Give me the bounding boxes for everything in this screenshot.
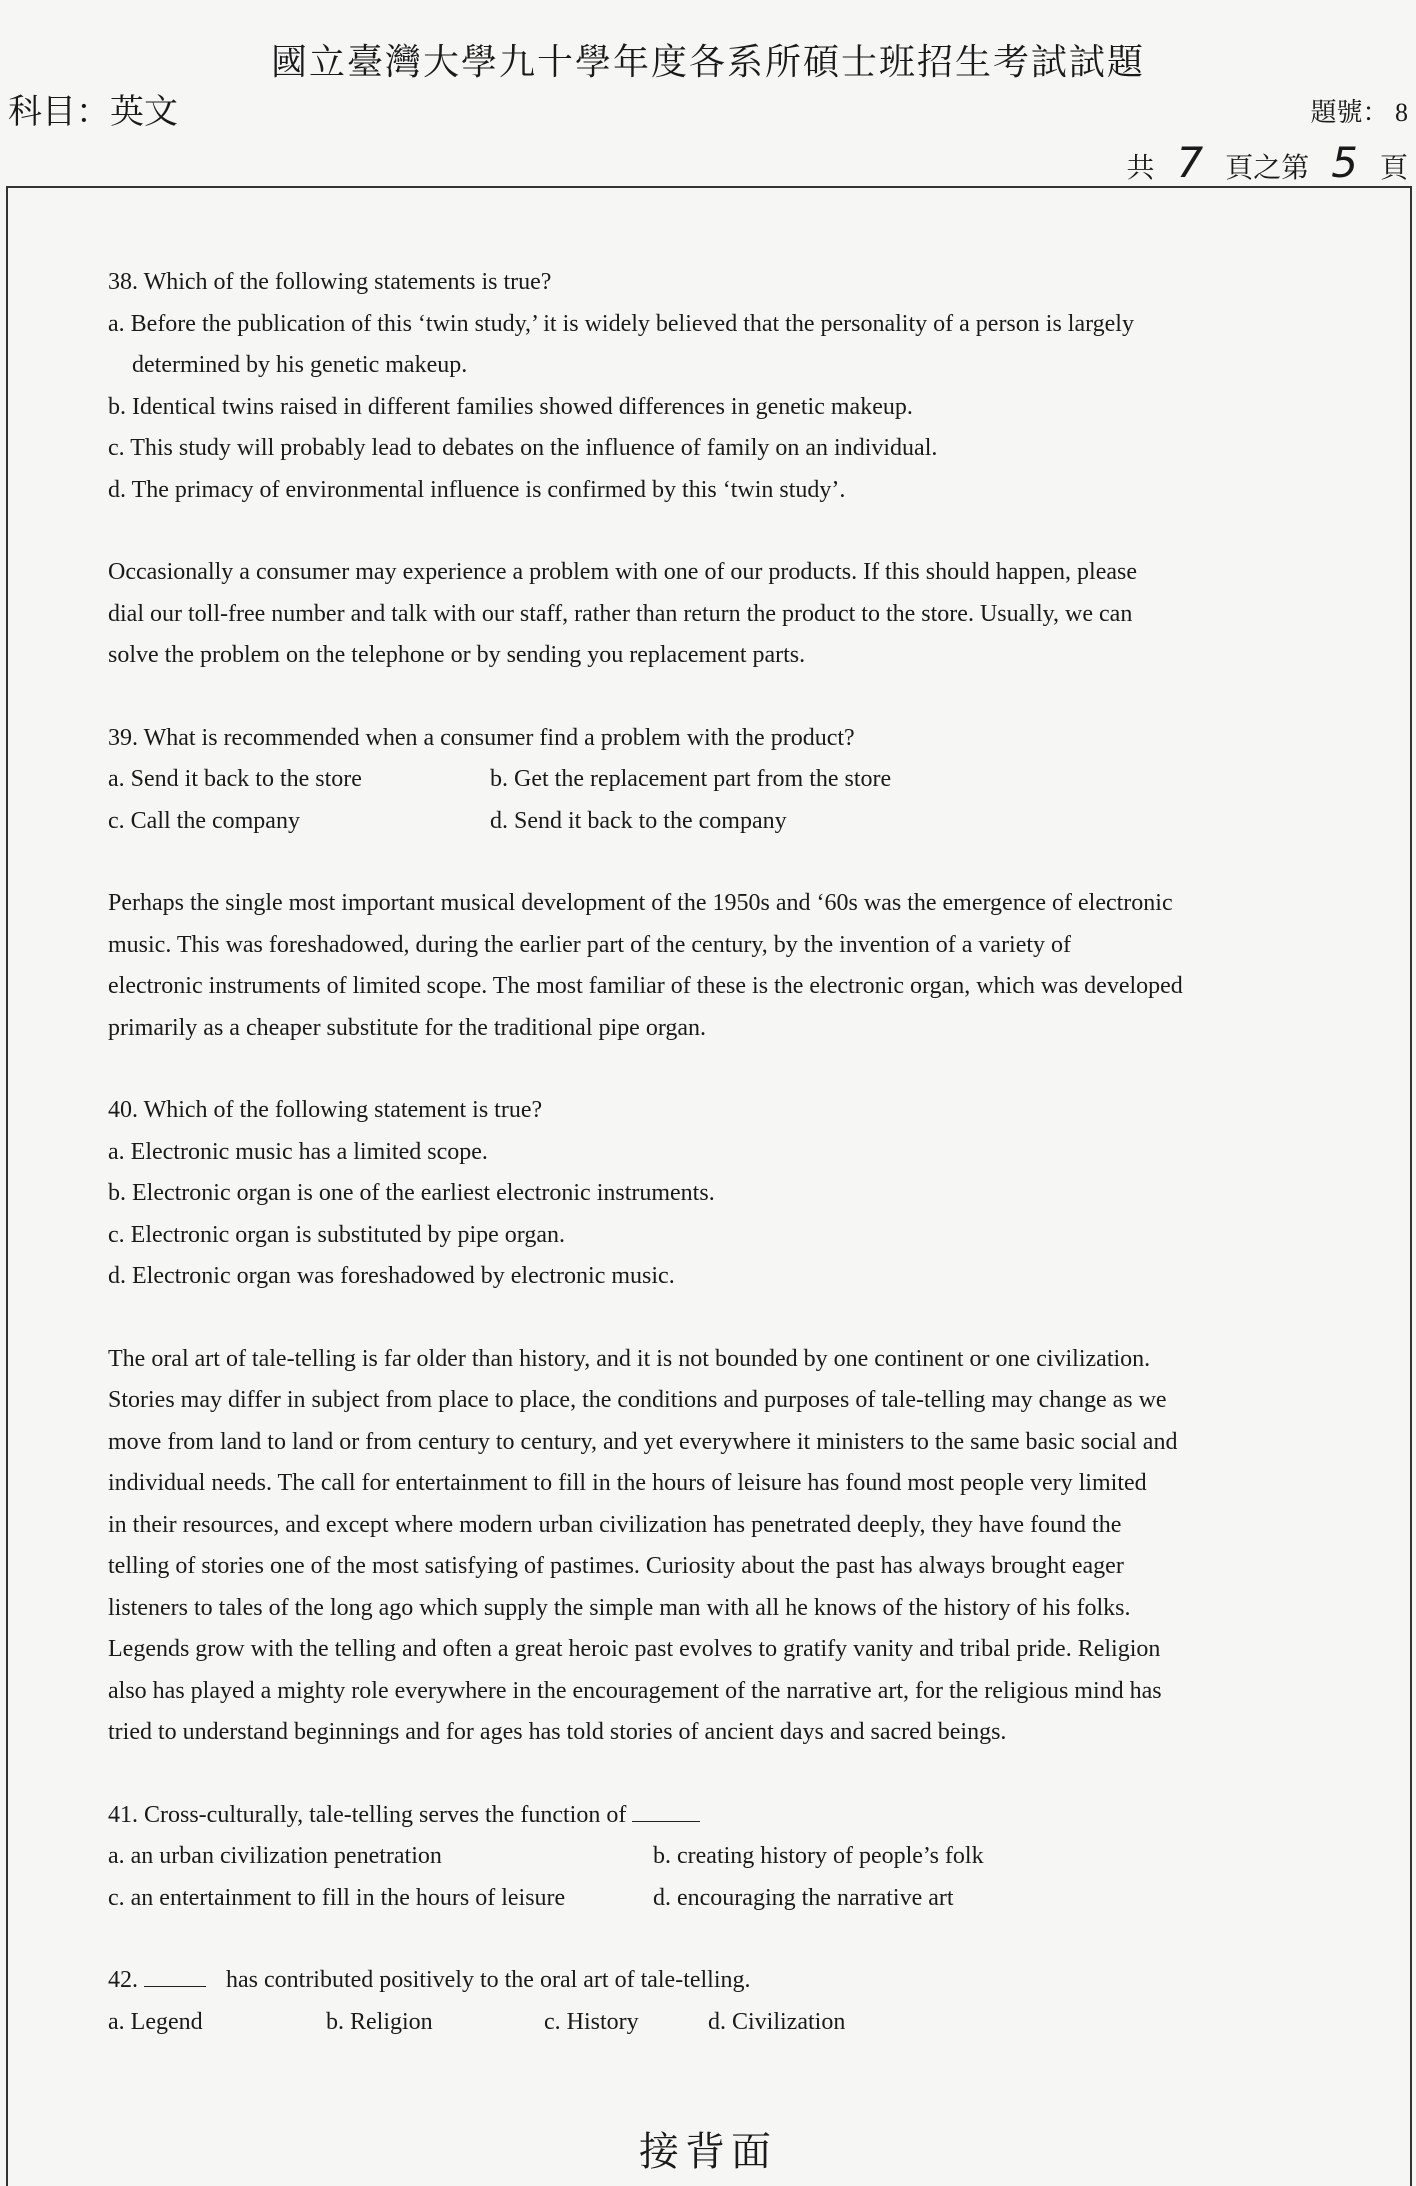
answer-blank bbox=[632, 1803, 700, 1822]
passage3-line: primarily as a cheaper substitute for the traditional pipe organ. bbox=[108, 1014, 707, 1041]
total-pages: 7 bbox=[1176, 138, 1204, 187]
passage3-line: electronic instruments of limited scope. The most familiar of these is the electronic organ, which was developed bbox=[108, 973, 1183, 999]
passage3-line: music. This was foreshadowed, during the earlier part of the century, by the invention of a variety of bbox=[108, 931, 1072, 958]
page-info bbox=[1126, 138, 1408, 187]
question-code: 題號： 8 bbox=[1310, 98, 1408, 127]
passage3-line: Perhaps the single most important musical development of the 1950s and ‘60s was the emergence of electronic bbox=[108, 890, 1173, 916]
q42-line bbox=[108, 1960, 1338, 2002]
passage2-line: dial our toll-free number and talk with our staff, rather than return the product to the store. Usually, we can bbox=[108, 600, 1133, 627]
q38-option-c: c. This study will probably lead to debates on the influence of family on an individual. bbox=[108, 435, 938, 461]
passage4-line: The oral art of tale-telling is far older than history, and it is not bounded by one continent or one civilization. bbox=[108, 1345, 1151, 1372]
passage4-line: Legends grow with the telling and often a great heroic past evolves to gratify vanity and tribal pride. Religion bbox=[108, 1636, 1161, 1662]
q42-option-c: c. History bbox=[544, 2008, 639, 2035]
passage2-line: solve the problem on the telephone or by sending you replacement parts. bbox=[108, 642, 806, 668]
q39-option-c: c. Call the company bbox=[108, 807, 300, 834]
q41-option-b: b. creating history of people’s folk bbox=[653, 1843, 984, 1869]
passage4-line: listeners to tales of the long ago which supply the simple man with all he knows of the history of his folks. bbox=[108, 1594, 1131, 1621]
exam-title: 國立臺灣大學九十學年度各系所碩士班招生考試試題 bbox=[270, 42, 1145, 82]
continue-overleaf-note: 接背面 bbox=[639, 2129, 777, 2175]
passage4-line: telling of stories one of the most satisfying of pastimes. Curiosity about the past has always brought eager bbox=[108, 1553, 1124, 1579]
q41-option-d: d. encouraging the narrative art bbox=[653, 1884, 954, 1911]
q38-option-b: b. Identical twins raised in different families showed differences in genetic makeup. bbox=[108, 393, 913, 420]
page-prefix: 共 bbox=[1126, 153, 1155, 184]
q42-stem: has contributed positively to the oral art of tale-telling. bbox=[226, 1967, 751, 1993]
page-suffix: 頁 bbox=[1379, 153, 1408, 184]
passage4-line: in their resources, and except where modern urban civilization has penetrated deeply, they have found the bbox=[108, 1511, 1122, 1538]
answer-blank bbox=[144, 1968, 206, 1987]
q38-option-a-cont: determined by his genetic makeup. bbox=[132, 352, 468, 378]
q42-option-d: d. Civilization bbox=[708, 2008, 846, 2035]
q41-option-a: a. an urban civilization penetration bbox=[108, 1843, 442, 1869]
q39-stem: 39. What is recommended when a consumer find a problem with the product? bbox=[108, 724, 855, 751]
q40-stem: 40. Which of the following statement is true? bbox=[108, 1097, 543, 1123]
page-middle: 頁之第 bbox=[1225, 153, 1310, 184]
q42-options bbox=[108, 2002, 1338, 2044]
q40-option-c: c. Electronic organ is substituted by pipe organ. bbox=[108, 1221, 566, 1248]
q38-option-d: d. The primacy of environmental influence is confirmed by this ‘twin study’. bbox=[108, 476, 846, 503]
q42-number: 42. bbox=[108, 1967, 138, 1993]
passage2-line: Occasionally a consumer may experience a problem with one of our products. If this should happen, please bbox=[108, 559, 1138, 585]
q39-option-a: a. Send it back to the store bbox=[108, 766, 362, 792]
q38-option-a: a. Before the publication of this ‘twin study,’ it is widely believed that the personality of a person is largely bbox=[108, 310, 1134, 337]
current-page: 5 bbox=[1331, 138, 1358, 187]
q42-option-a: a. Legend bbox=[108, 2008, 203, 2035]
q41-option-c: c. an entertainment to fill in the hours of leisure bbox=[108, 1884, 566, 1911]
q39-option-b: b. Get the replacement part from the store bbox=[490, 766, 892, 792]
q41-stem: 41. Cross-culturally, tale-telling serves the function of bbox=[108, 1801, 627, 1828]
exam-content bbox=[108, 262, 1338, 2043]
subject-label: 科目：英文 bbox=[8, 94, 178, 131]
q38-stem: 38. Which of the following statements is true? bbox=[108, 269, 552, 295]
q40-option-d: d. Electronic organ was foreshadowed by electronic music. bbox=[108, 1263, 675, 1289]
q40-option-b: b. Electronic organ is one of the earliest electronic instruments. bbox=[108, 1180, 715, 1206]
passage4-line: move from land to land or from century to century, and yet everywhere it ministers to the same basic social and bbox=[108, 1428, 1178, 1455]
q41-line bbox=[108, 1795, 1338, 1837]
passage4-line: tried to understand beginnings and for ages has told stories of ancient days and sacred beings. bbox=[108, 1719, 1007, 1745]
passage4-line: Stories may differ in subject from place to place, the conditions and purposes of tale-telling may change as we bbox=[108, 1387, 1167, 1413]
q39-option-d: d. Send it back to the company bbox=[490, 807, 787, 834]
q42-option-b: b. Religion bbox=[326, 2008, 433, 2035]
q40-option-a: a. Electronic music has a limited scope. bbox=[108, 1138, 488, 1165]
passage4-line: individual needs. The call for entertainment to fill in the hours of leisure has found most people very limited bbox=[108, 1470, 1147, 1496]
passage4-line: also has played a mighty role everywhere in the encouragement of the narrative art, for the religious mind has bbox=[108, 1677, 1162, 1704]
